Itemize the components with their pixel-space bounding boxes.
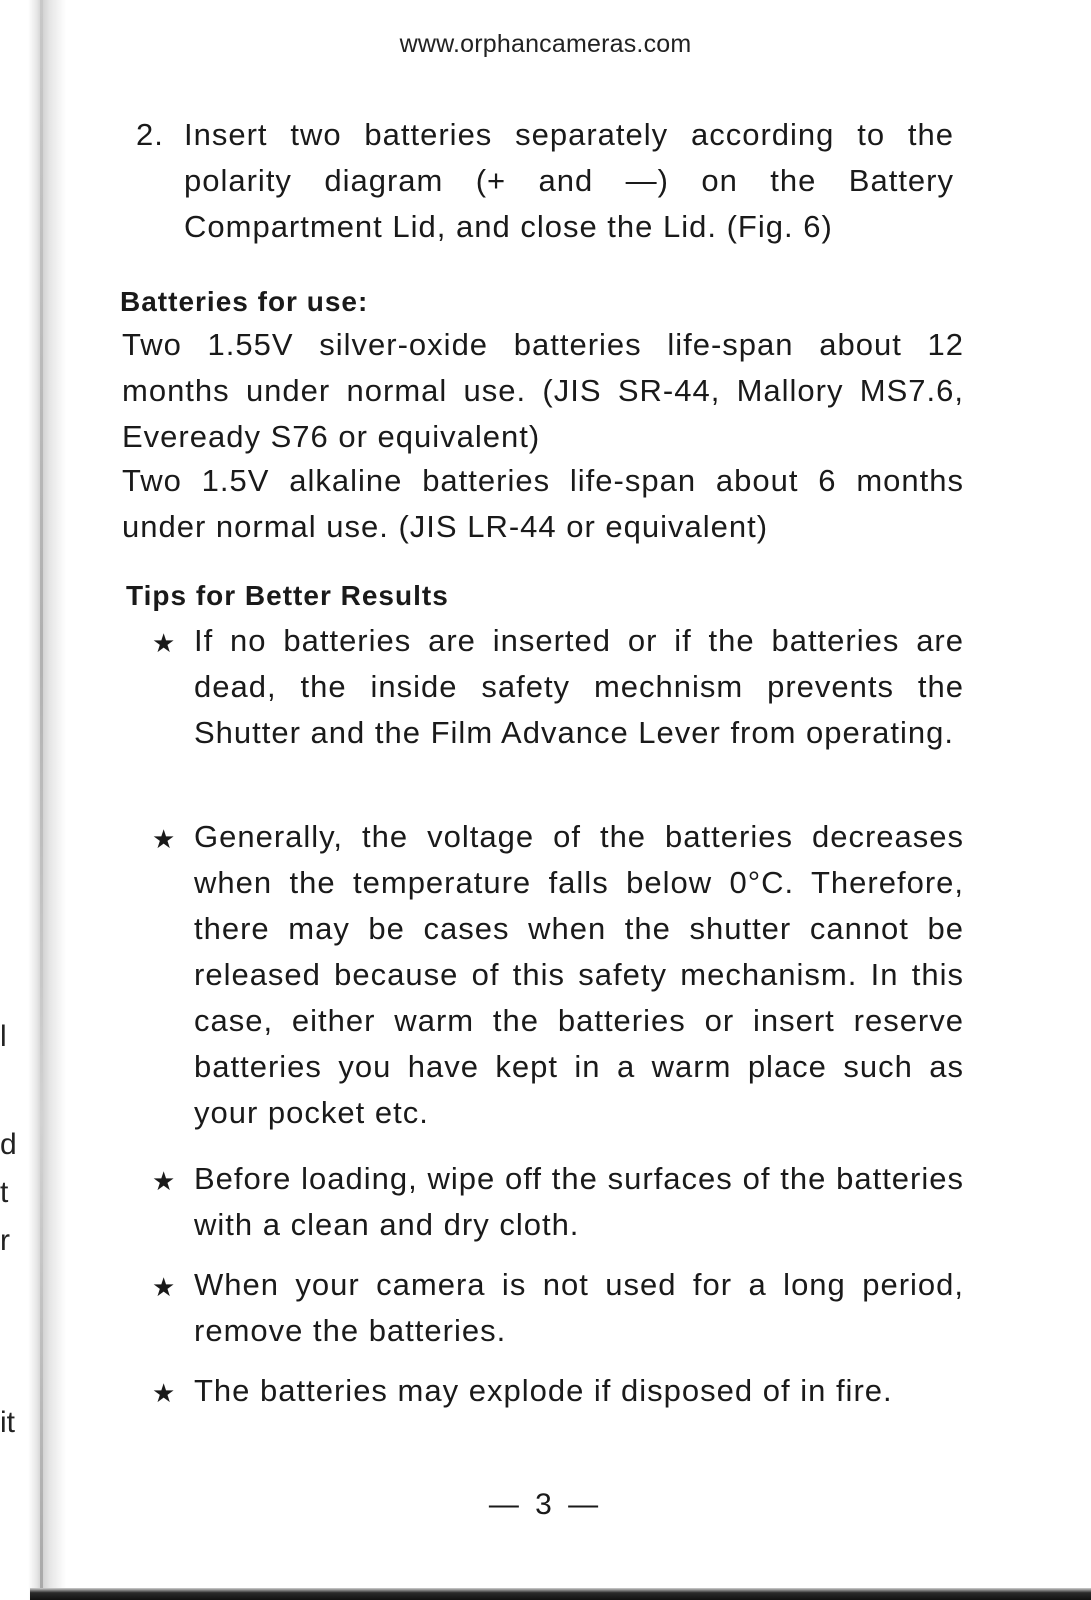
alkaline-batteries-text: Two 1.5V alkaline batteries life-span about 6 months under normal use. (JIS LR-44 or equivalent) [122,463,964,544]
margin-fragment: d [0,1128,17,1161]
book-spine-shadow [0,0,72,1600]
tip-item: Before loading, wipe off the surfaces of the batteries with a clean and dry cloth. [194,1161,964,1242]
tips-heading: Tips for Better Results [126,580,449,611]
tip-item: Generally, the voltage of the batteries decreases when the temperature falls below 0°C. Therefore, there may be cases when the shutter cannot be released because of this safety mechanism. In this case, either warm the batteries or insert reserve batteries you have kept in a warm place such as your pocket etc. [194,819,964,1130]
page-bottom-edge [30,1588,1091,1600]
margin-fragment: t [0,1176,9,1209]
page-number: — 3 — [488,1488,603,1521]
tip-item: The batteries may explode if disposed of in fire. [194,1373,893,1408]
tip-item: When your camera is not used for a long period, remove the batteries. [194,1267,964,1348]
step-text: Insert two batteries separately according to the polarity diagram (+ and —) on the Battery Compartment Lid, and close the Lid. (Fig. 6) [184,117,954,244]
step-number: 2. [136,117,164,152]
margin-fragment: r [0,1224,10,1257]
tip-item: If no batteries are inserted or if the batteries are dead, the inside safety mechnism prevents the Shutter and the Film Advance Lever from operating. [194,623,964,750]
margin-fragment: l [0,1020,7,1053]
star-bullet-icon: ★ [152,1272,176,1302]
star-bullet-icon: ★ [152,1378,176,1408]
star-bullet-icon: ★ [152,824,176,854]
header-url: www.orphancameras.com [399,30,692,58]
silver-oxide-batteries-text: Two 1.55V silver-oxide batteries life-span about 12 months under normal use. (JIS SR-44, Mallory MS7.6, Eveready S76 or equivalent) [122,327,964,454]
page-fold-line [40,0,43,1600]
star-bullet-icon: ★ [152,628,176,658]
margin-fragment: it [0,1406,15,1439]
star-bullet-icon: ★ [152,1166,176,1196]
batteries-heading: Batteries for use: [120,286,369,317]
